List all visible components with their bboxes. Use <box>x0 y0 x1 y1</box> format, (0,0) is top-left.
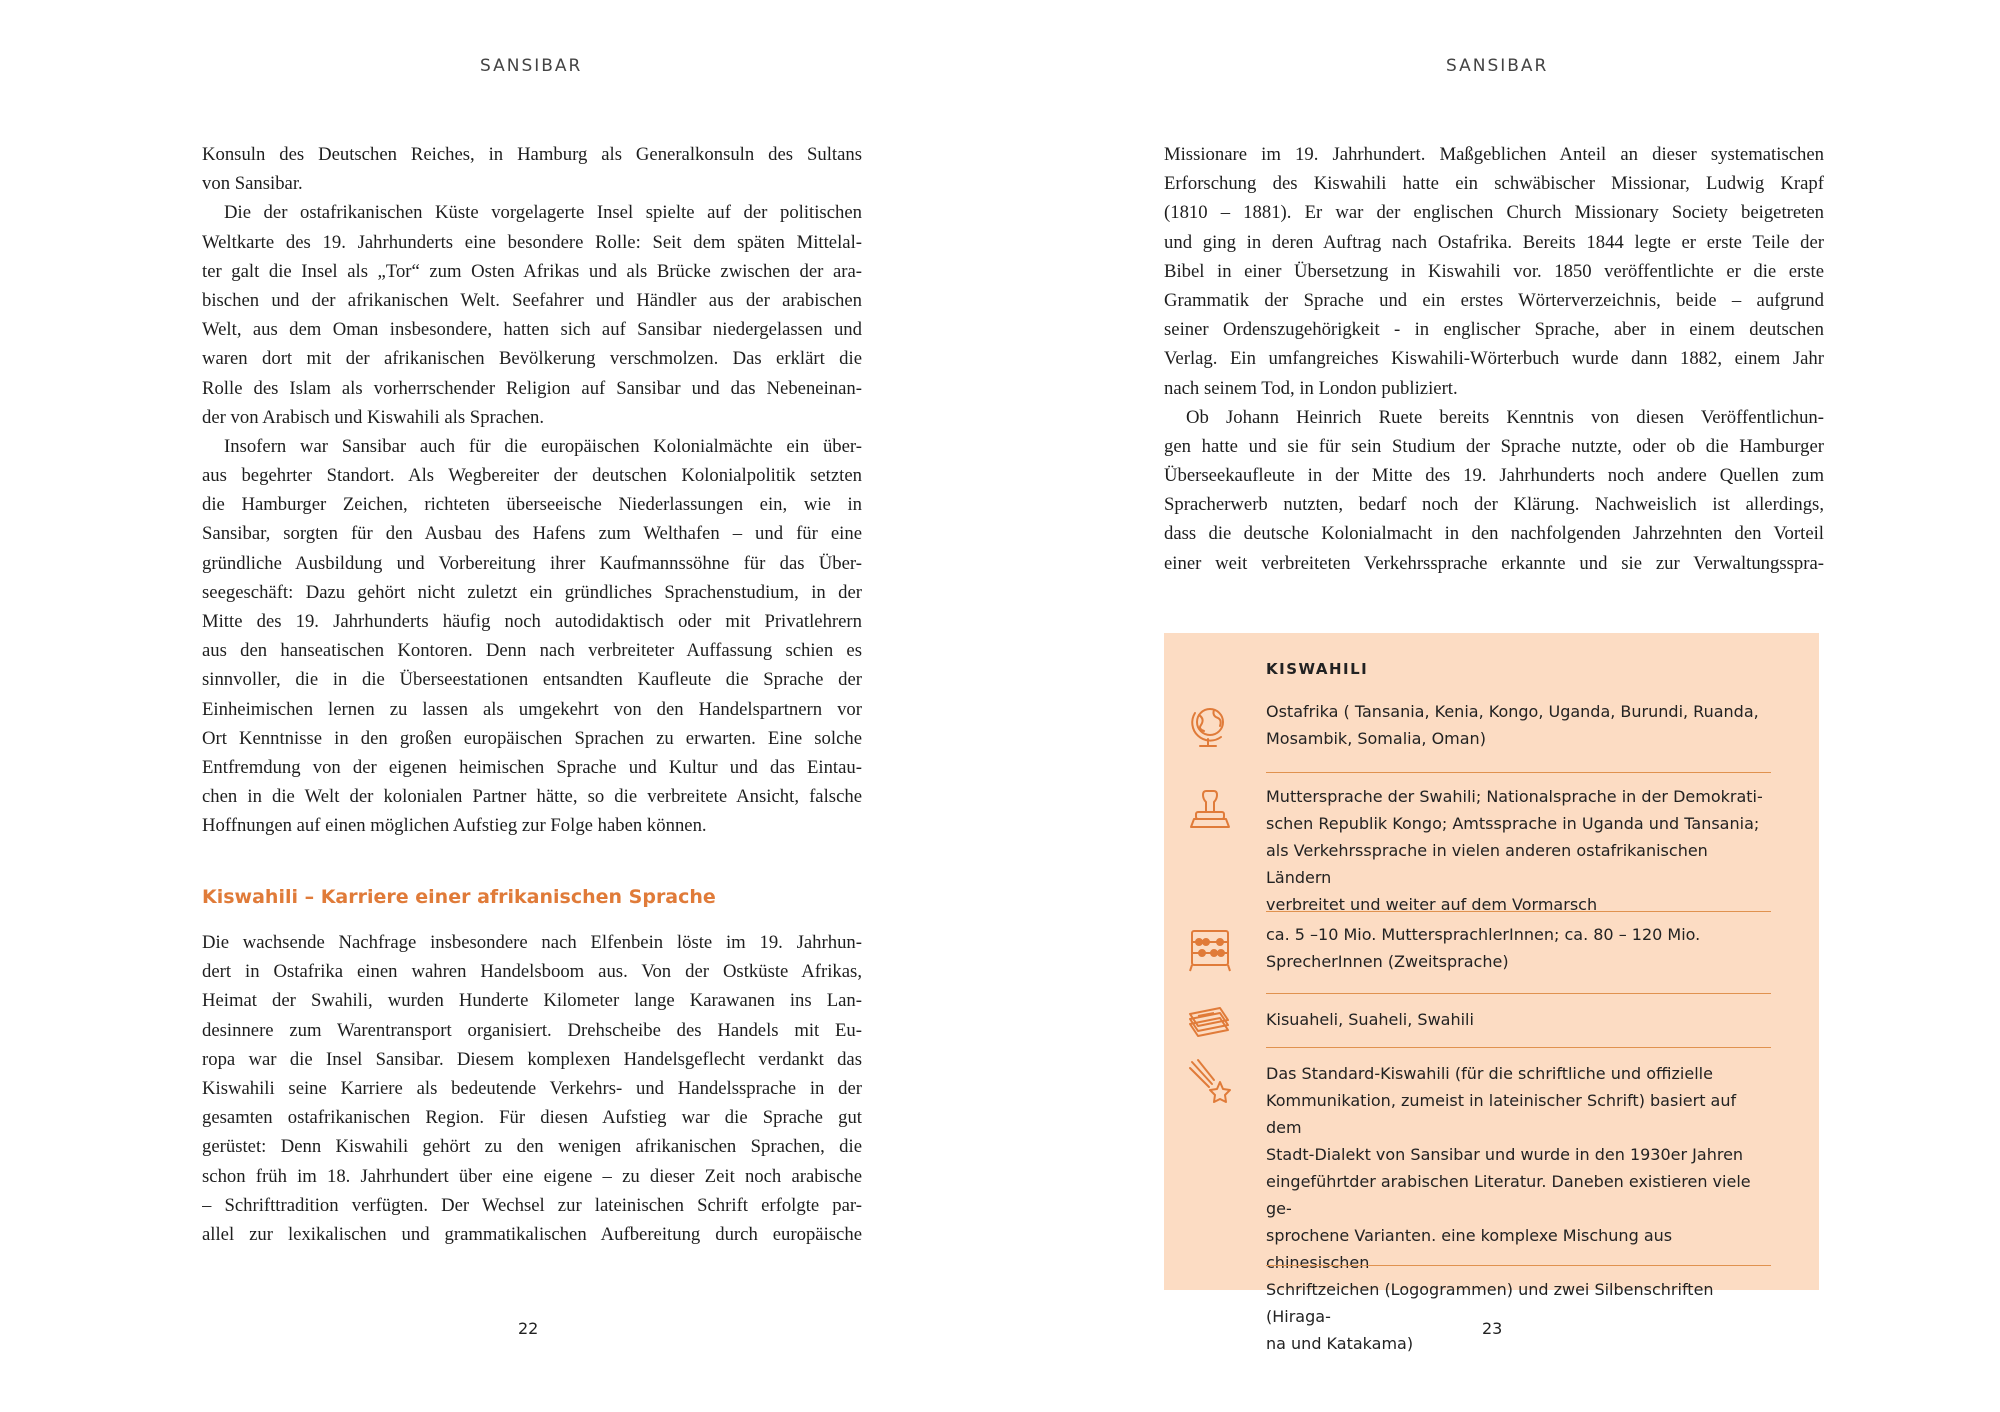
text-line: Entfremdung von der eigenen heimischen Sprache und Kultur und das Eintau- <box>202 756 862 778</box>
section-heading: Kiswahili – Karriere einer afrikanischen Sprache <box>202 886 716 908</box>
text-line: gen hatte und sie für sein Studium der Sprache nutzte, oder ob die Hamburger <box>1164 435 1824 457</box>
text-line: Grammatik der Sprache und ein erstes Wörterverzeichnis, beide – aufgrund <box>1164 289 1824 311</box>
body-text-top <box>1164 140 1824 578</box>
globe-icon <box>1184 701 1236 753</box>
infobox-text: Kisuaheli, Suaheli, Swahili <box>1266 1010 1474 1029</box>
text-line: von Sansibar. <box>202 173 303 195</box>
text-line: nach seinem Tod, in London publiziert. <box>1164 377 1458 399</box>
text-line: aus den hanseatischen Kontoren. Denn nach verbreiteter Auffassung schien es <box>202 640 862 662</box>
infobox-divider <box>1266 911 1771 912</box>
text-line: Spracherwerb nutzten, bedarf noch der Klärung. Nachweislich ist allerdings, <box>1164 494 1824 516</box>
text-line: ropa war die Insel Sansibar. Diesem komplexen Handelsgeflecht verdankt das <box>202 1048 862 1070</box>
text-line: Konsuln des Deutschen Reiches, in Hamburg als Generalkonsuln des Sultans <box>202 144 862 165</box>
text-line: Missionare im 19. Jahrhundert. Maßgeblichen Anteil an dieser systematischen <box>1164 144 1824 165</box>
text-line: und ging in deren Auftrag nach Ostafrika. Bereits 1844 legte er erste Teile der <box>1164 231 1824 253</box>
text-line: Ort Kenntnisse in den großen europäischen Sprachen zu erwarten. Eine solche <box>202 727 862 749</box>
text-line: Weltkarte des 19. Jahrhunderts eine besondere Rolle: Seit dem späten Mittelal- <box>202 231 862 253</box>
text-line: Mitte des 19. Jahrhunderts häufig noch autodidaktisch oder mit Privatlehrern <box>202 611 862 632</box>
page-number: 22 <box>518 1319 539 1338</box>
stamp-icon <box>1184 785 1236 837</box>
text-line: Welt, aus dem Oman insbesondere, hatten sich auf Sansibar niedergelassen und <box>202 319 862 341</box>
name-cards-icon <box>1184 992 1236 1044</box>
text-line: (1810 – 1881). Er war der englischen Church Missionary Society beigetreten <box>1164 202 1824 224</box>
body-text-bottom <box>202 928 862 1249</box>
abacus-icon <box>1184 923 1236 975</box>
text-line: gerüstet: Denn Kiswahili gehört zu den wenigen afrikanischen Sprachen, die <box>202 1136 862 1158</box>
text-line: Rolle des Islam als vorherrschender Religion auf Sansibar und das Nebeneinan- <box>202 377 862 399</box>
text-line: gründliche Ausbildung und Vorbereitung ihrer Kaufmannssöhne für das Über- <box>202 552 862 574</box>
text-line: Überseekaufleute in der Mitte des 19. Jahrhunderts noch andere Quellen zum <box>1164 465 1824 487</box>
text-line: Einheimischen lernen zu lassen als umgekehrt von den Handelspartnern vor <box>202 698 862 720</box>
text-line: dert in Ostafrika einen wahren Handelsboom aus. Von der Ostküste Afrikas, <box>202 961 862 983</box>
text-line: waren dort mit der afrikanischen Bevölkerung verschmolzen. Das erklärt die <box>202 348 862 370</box>
infobox-divider <box>1266 772 1771 773</box>
running-head: SANSIBAR <box>1446 56 1549 76</box>
text-line: Die der ostafrikanischen Küste vorgelagerte Insel spielte auf der politischen <box>224 202 862 224</box>
page-number: 23 <box>1482 1319 1503 1338</box>
text-line: Hoffnungen auf einen möglichen Aufstieg zur Folge haben können. <box>202 815 707 837</box>
text-line: schon früh im 18. Jahrhundert über eine eigene – zu dieser Zeit noch arabische <box>202 1165 862 1187</box>
text-line: aus begehrter Standort. Als Wegbereiter der deutschen Kolonialpolitik setzten <box>202 465 862 487</box>
text-line: dass die deutsche Kolonialmacht in den nachfolgenden Jahrzehnten den Vorteil <box>1164 523 1824 545</box>
infobox-divider <box>1266 993 1771 994</box>
text-line: Die wachsende Nachfrage insbesondere nach Elfenbein löste im 19. Jahrhun- <box>202 932 862 953</box>
text-line: Insofern war Sansibar auch für die europäischen Kolonialmächte ein über- <box>224 435 862 457</box>
text-line: die Hamburger Zeichen, richteten überseeische Niederlassungen ein, wie in <box>202 494 862 516</box>
text-line: bischen und der afrikanischen Welt. Seefahrer und Händler aus der arabischen <box>202 289 862 311</box>
text-line: seiner Ordenszugehörigkeit - in englischer Sprache, aber in einem deutschen <box>1164 319 1824 341</box>
running-head: SANSIBAR <box>480 56 583 76</box>
text-line: Bibel in einer Übersetzung in Kiswahili vor. 1850 veröffentlichte er die erste <box>1164 260 1824 282</box>
text-line: Ob Johann Heinrich Ruete bereits Kenntnis von diesen Veröffentlichun- <box>1186 406 1824 428</box>
text-line: seegeschäft: Dazu gehört nicht zuletzt ein gründliches Sprachenstudium, in der <box>202 581 862 603</box>
text-line: sinnvoller, die in die Überseestationen entsandten Kaufleute die Sprache der <box>202 669 862 691</box>
text-line: Sansibar, sorgten für den Ausbau des Hafens zum Welthafen – und für eine <box>202 523 862 545</box>
text-line: chen in die Welt der kolonialen Partner hätte, so die verbreitete Ansicht, falsche <box>202 786 862 808</box>
text-line: Kiswahili seine Karriere als bedeutende Verkehrs- und Handelssprache in der <box>202 1077 862 1099</box>
text-line: gesamten ostafrikanischen Region. Für diesen Aufstieg war die Sprache gut <box>202 1107 862 1129</box>
infobox-text: Muttersprache der Swahili; Nationalsprache in der Demokrati- schen Republik Kongo; Amtssprache in Uganda und Tansania; als Verkehrssprache in vielen anderen ostafrikanischen Ländern verbreitet und weiter auf dem Vormarsch <box>1266 787 1763 914</box>
shooting-star-icon <box>1184 1054 1236 1106</box>
text-line: allel zur lexikalischen und grammatikalischen Aufbereitung durch europäische <box>202 1223 862 1245</box>
text-line: Verlag. Ein umfangreiches Kiswahili-Wörterbuch wurde dann 1882, einem Jahr <box>1164 348 1824 370</box>
infobox-text: Das Standard-Kiswahili (für die schriftliche und offizielle Kommunikation, zumeist in lateinischer Schrift) basiert auf dem Stadt-Dialekt von Sansibar und wurde in den 1930er Jahren eingeführtder arabischen Literatur. Daneben existieren viele ge- sprochene Varianten. eine komplexe Mischung aus chinesischen Schriftzeichen (Logogrammen) und zwei Silbenschriften (Hiraga- na und Katakama) <box>1266 1064 1751 1353</box>
right-page <box>1000 0 2000 1412</box>
text-line: der von Arabisch und Kiswahili als Sprachen. <box>202 406 545 428</box>
infobox-title: KISWAHILI <box>1266 660 1369 678</box>
text-line: Heimat der Swahili, wurden Hunderte Kilometer lange Karawanen ins Lan- <box>202 990 862 1012</box>
infobox-divider <box>1266 1265 1771 1266</box>
text-line: einer weit verbreiteten Verkehrssprache erkannte und sie zur Verwaltungsspra- <box>1164 552 1824 574</box>
infobox-text: Ostafrika ( Tansania, Kenia, Kongo, Uganda, Burundi, Ruanda, Mosambik, Somalia, Oman) <box>1266 702 1759 748</box>
text-line: ter galt die Insel als „Tor“ zum Osten Afrikas und als Brücke zwischen der ara- <box>202 260 862 282</box>
infobox-text: ca. 5 –10 Mio. MuttersprachlerInnen; ca. 80 – 120 Mio. SprecherInnen (Zweitsprache) <box>1266 925 1701 971</box>
infobox-divider <box>1266 1047 1771 1048</box>
text-line: – Schrifttradition verfügten. Der Wechsel zur lateinischen Schrift erfolgte par- <box>202 1194 862 1216</box>
text-line: desinnere zum Warentransport organisiert. Drehscheibe des Handels mit Eu- <box>202 1019 862 1041</box>
body-text-top <box>202 140 862 841</box>
text-line: Erforschung des Kiswahili hatte ein schwäbischer Missionar, Ludwig Krapf <box>1164 173 1824 195</box>
